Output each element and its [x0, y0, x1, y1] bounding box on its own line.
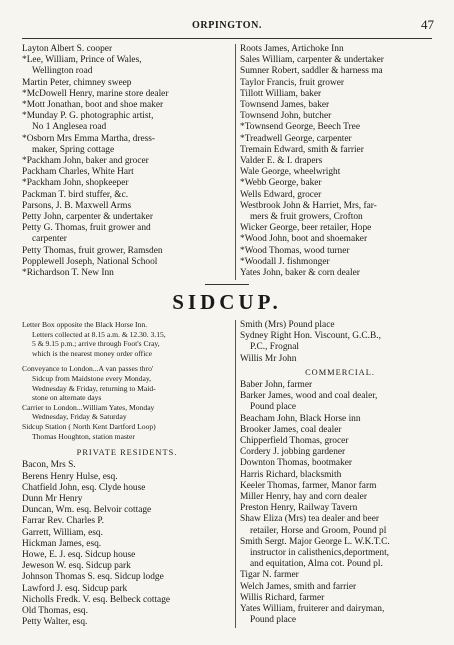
list-item: Dunn Mr Henry — [22, 493, 83, 504]
list-item: Westbrook John & Harriet, Mrs, far- — [240, 200, 377, 211]
list-item: Cordery J. jobbing gardener — [240, 447, 346, 458]
list-item: Hickman James, esq. — [22, 538, 102, 549]
list-item: *Mott Jonathan, boot and shoe maker — [22, 100, 164, 111]
list-item: *Woodall J. fishmonger — [240, 256, 330, 267]
list-item: Petty John, carpenter & undertaker — [22, 212, 153, 223]
list-item: Parsons, J. B. Maxwell Arms — [22, 200, 132, 211]
orpington-left-column — [22, 44, 232, 279]
list-item: mers & fruit growers, Crofton — [250, 212, 363, 223]
list-item: Smith Sergt. Major George L. W.K.T.C. — [240, 536, 390, 547]
list-item: Bacon, Mrs S. — [22, 460, 76, 471]
notice-line: Letter Box opposite the Black Horse Inn. — [22, 320, 148, 329]
list-item: Jeweson W. esq. Sidcup park — [22, 561, 131, 572]
list-item: Wells Edward, grocer — [240, 189, 322, 200]
list-item: Willis Mr John — [240, 353, 297, 364]
sidcup-right-column — [240, 320, 440, 626]
list-item: Petty G. Thomas, fruit grower and — [22, 223, 151, 234]
list-item: and equitation, Alma cot. Pound pl. — [250, 559, 383, 570]
list-item: carpenter — [32, 234, 67, 245]
list-item: Preston Henry, Railway Tavern — [240, 503, 358, 514]
list-item: Sydney Right Hon. Viscount, G.C.B., — [240, 331, 381, 342]
list-item: *Munday P. G. photographic artist, — [22, 111, 154, 122]
column-divider — [235, 44, 236, 280]
page-header — [0, 17, 454, 34]
list-item: Layton Albert S. cooper — [22, 44, 113, 54]
column-divider — [235, 320, 236, 628]
list-item: Taylor Francis, fruit grower — [240, 77, 344, 88]
list-item: Berens Henry Hulse, esq. — [22, 471, 118, 482]
list-item: Tillott William, baker — [240, 88, 322, 99]
list-item: Pound place — [250, 615, 297, 626]
sidcup-left-column — [22, 320, 232, 628]
header-rule — [22, 38, 432, 39]
list-item: Wale George, wheelwright — [240, 167, 341, 178]
list-item: Roots James, Artichoke Inn — [240, 44, 344, 54]
list-item: Shaw Eliza (Mrs) tea dealer and beer — [240, 514, 379, 525]
list-item: *Townsend George, Beech Tree — [240, 122, 360, 133]
list-item: *Webb George, baker — [240, 178, 322, 189]
list-item: Wicker George, beer retailer, Hope — [240, 223, 372, 234]
list-item: *Osborn Mrs Emma Martha, dress- — [22, 133, 156, 144]
list-item: Chatfield John, esq. Clyde house — [22, 482, 146, 493]
notice-line: Sidcup Station ( North Kent Dartford Loop) — [22, 421, 156, 431]
page-number: 47 — [421, 17, 434, 32]
list-item: Nicholls Fredk. V. esq. Belbeck cottage — [22, 594, 171, 605]
list-item: Packham Charles, White Hart — [22, 167, 134, 178]
list-item: Willis Richard, farmer — [240, 592, 325, 603]
list-item: instructor in calisthenics,deportment, — [250, 548, 390, 559]
list-item: Miller Henry, hay and corn dealer — [240, 492, 367, 503]
notice-line: 5 & 9.15 p.m.; arrive through Foot's Cray, — [32, 339, 160, 349]
list-item: *Wood John, boot and shoemaker — [240, 234, 368, 245]
list-item: Tigar N. farmer — [240, 570, 299, 581]
notice-line: Wednesday & Friday, returning to Maid- — [32, 383, 156, 393]
list-item: Packman T. bird stuffer, &c. — [22, 189, 129, 200]
notice-line: stone on alternate days — [32, 393, 102, 403]
list-item: Garrett, William, esq. — [22, 527, 103, 538]
list-item: retailer, Horse and Groom, Pound pl — [250, 525, 387, 536]
list-item: No 1 Anglesea road — [32, 122, 107, 133]
orpington-right-column — [240, 44, 440, 279]
list-item: Valder E. & I. drapers — [240, 156, 323, 167]
list-item: Tremain Edward, smith & farrier — [240, 144, 364, 155]
list-item: Harris Richard, blacksmith — [240, 469, 342, 480]
list-item: Barker James, wood and coal dealer, — [240, 391, 378, 402]
list-item: P.C., Frognal — [250, 342, 299, 353]
list-item: maker, Spring cottage — [32, 144, 115, 155]
list-item: Farrar Rev. Charles P. — [22, 516, 104, 527]
list-item: Welch James, smith and farrier — [240, 581, 357, 592]
list-item: Petty Walter, esq. — [22, 617, 88, 628]
notice-line: Conveyance to London...A van passes thro' — [22, 364, 154, 374]
private-residents-heading: PRIVATE RESIDENTS. — [76, 448, 178, 458]
list-item: *Lee, William, Prince of Wales, — [22, 55, 142, 66]
list-item: Baber John, farmer — [240, 380, 313, 391]
list-item: *Richardson T. New Inn — [22, 268, 114, 279]
notice-line: Carrier to London...William Yates, Monday — [22, 402, 155, 412]
list-item: Pound place — [250, 402, 297, 413]
notice-line: Thomas Houghton, station master — [32, 431, 135, 441]
list-item: *McDowell Henry, marine store dealer — [22, 88, 169, 99]
list-item: Townsend John, butcher — [240, 111, 332, 122]
notice-line: Sidcup from Maidstone every Monday, — [32, 373, 152, 383]
list-item: Sumner Robert, saddler & harness ma — [240, 66, 383, 77]
running-title: ORPINGTON. — [192, 20, 262, 31]
list-item: Lawford J. esq. Sidcup park — [22, 583, 128, 594]
list-item: Martin Peter, chimney sweep — [22, 77, 132, 88]
list-item: Brooker James, coal dealer — [240, 424, 342, 435]
list-item: Howe, E. J. esq. Sidcup house — [22, 549, 136, 560]
notice-line: which is the nearest money order office — [32, 348, 153, 358]
notice-line: Wednesday, Friday & Saturday — [32, 412, 127, 422]
list-item: Chipperfield Thomas, grocer — [240, 436, 349, 447]
list-item: Sales William, carpenter & undertaker — [240, 55, 384, 66]
section-separator — [205, 284, 249, 285]
list-item: Yates William, fruiterer and dairyman, — [240, 604, 385, 615]
list-item: Johnson Thomas S. esq. Sidcup lodge — [22, 572, 164, 583]
list-item: Wellington road — [32, 66, 93, 77]
list-item: *Packham John, shopkeeper — [22, 178, 129, 189]
list-item: Townsend James, baker — [240, 100, 330, 111]
list-item: Keeler Thomas, farmer, Manor farm — [240, 480, 377, 491]
list-item: Downton Thomas, bootmaker — [240, 458, 353, 469]
list-item: Petty Thomas, fruit grower, Ramsden — [22, 245, 163, 256]
list-item: Smith (Mrs) Pound place — [240, 320, 335, 330]
section-title: SIDCUP. — [172, 290, 282, 314]
commercial-heading: COMMERCIAL. — [305, 367, 375, 377]
list-item: Yates John, baker & corn dealer — [240, 268, 360, 279]
list-item: Duncan, Wm. esq. Belvoir cottage — [22, 505, 152, 516]
notice-line: Letters collected at 8.15 a.m. & 12.30. 3.15, — [32, 329, 166, 339]
list-item: Beacham John, Black Horse inn — [240, 413, 361, 424]
list-item: *Packham John, baker and grocer — [22, 156, 149, 167]
list-item: Old Thomas, esq. — [22, 605, 88, 616]
list-item: Popplewell Joseph, National School — [22, 256, 158, 267]
list-item: *Wood Thomas, wood turner — [240, 245, 350, 256]
list-item: *Treadwell George, carpenter — [240, 133, 352, 144]
